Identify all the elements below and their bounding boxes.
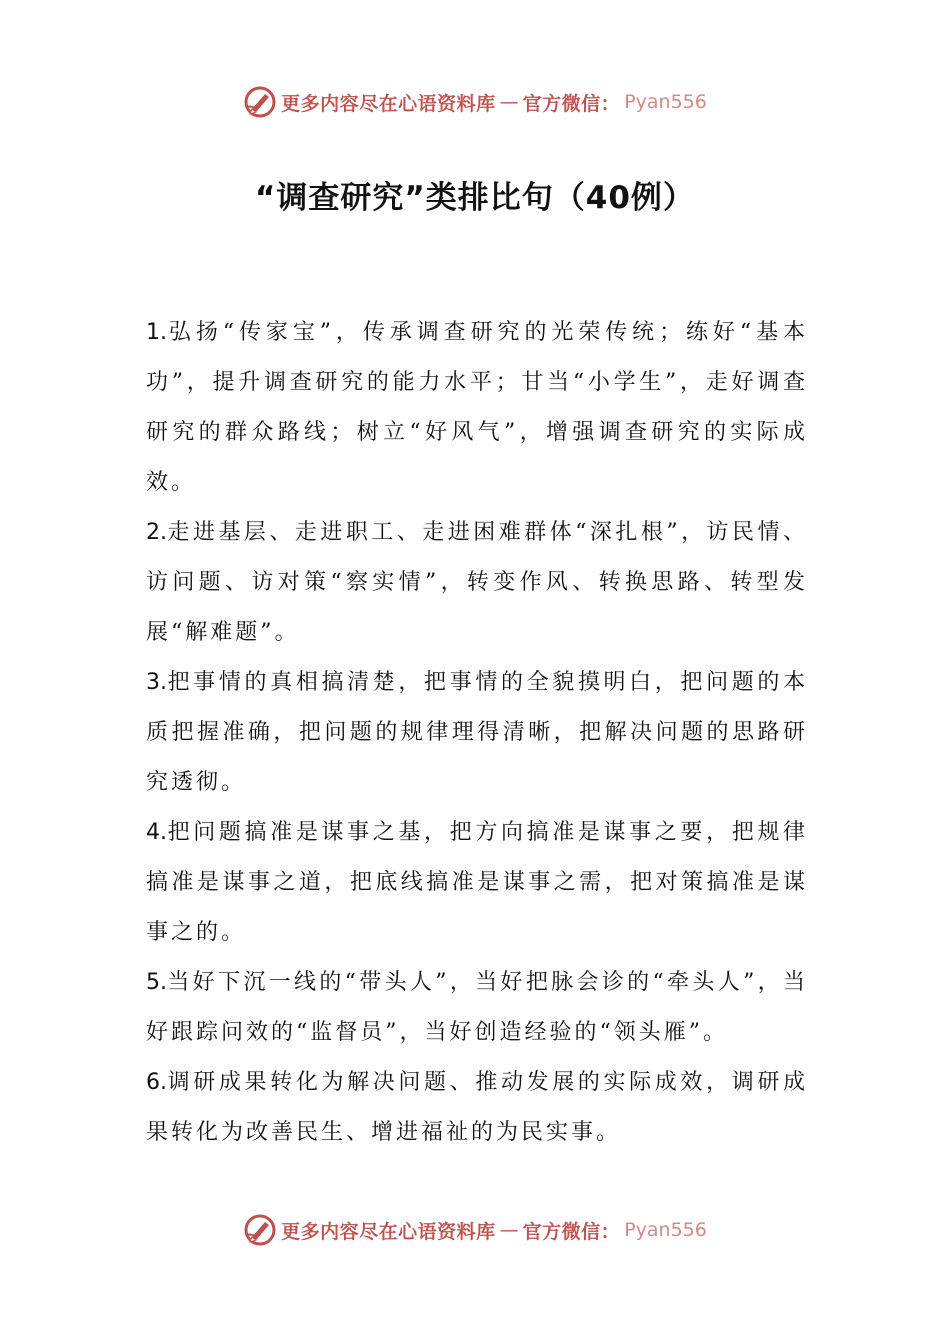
pen-logo-icon <box>243 85 277 119</box>
watermark-text: 更多内容尽在心语资料库 <box>281 92 496 115</box>
pen-logo-icon <box>243 1213 277 1247</box>
item-text: 走进基层、走进职工、走进困难群体“深扎根”，访民情、访问题、访对策“察实情”，转变作风、转换思路、转型发展“解难题”。 <box>146 520 808 645</box>
watermark-wechat-label: 官方微信： <box>522 92 621 115</box>
item-number: 6. <box>146 1070 167 1095</box>
item-text: 当好下沉一线的“带头人”，当好把脉会诊的“牵头人”，当好跟踪问效的“监督员”，当好创造经验的“领头雁”。 <box>146 970 808 1045</box>
item-number: 4. <box>146 820 167 845</box>
list-item <box>146 1058 808 1158</box>
header-watermark <box>0 82 950 122</box>
list-item <box>146 308 808 508</box>
watermark-wechat-id: Pyan556 <box>624 1219 707 1241</box>
list-item <box>146 658 808 808</box>
list-item <box>146 808 808 958</box>
item-number: 1. <box>146 320 167 345</box>
watermark-wechat-label: 官方微信： <box>522 1220 621 1243</box>
item-text: 弘扬“传家宝”，传承调查研究的光荣传统；练好“基本功”，提升调查研究的能力水平；甘当“小学生”，走好调查研究的群众路线；树立“好风气”，增强调查研究的实际成效。 <box>146 320 808 495</box>
item-number: 3. <box>146 670 167 695</box>
watermark-separator: — <box>499 91 519 113</box>
item-text: 把问题搞准是谋事之基，把方向搞准是谋事之要，把规律搞准是谋事之道，把底线搞准是谋事之需，把对策搞准是谋事之的。 <box>146 820 808 945</box>
watermark-text: 更多内容尽在心语资料库 <box>281 1220 496 1243</box>
watermark-separator: — <box>499 1219 519 1241</box>
document-body <box>146 308 808 1158</box>
item-text: 调研成果转化为解决问题、推动发展的实际成效，调研成果转化为改善民生、增进福祉的为民实事。 <box>146 1070 808 1145</box>
item-text: 把事情的真相搞清楚，把事情的全貌摸明白，把问题的本质把握准确，把问题的规律理得清晰，把解决问题的思路研究透彻。 <box>146 670 808 795</box>
footer-watermark <box>0 1210 950 1250</box>
document-title: “调查研究”类排比句（40例） <box>255 180 695 216</box>
item-number: 2. <box>146 520 167 545</box>
list-item <box>146 958 808 1058</box>
watermark-wechat-id: Pyan556 <box>624 91 707 113</box>
list-item <box>146 508 808 658</box>
item-number: 5. <box>146 970 167 995</box>
